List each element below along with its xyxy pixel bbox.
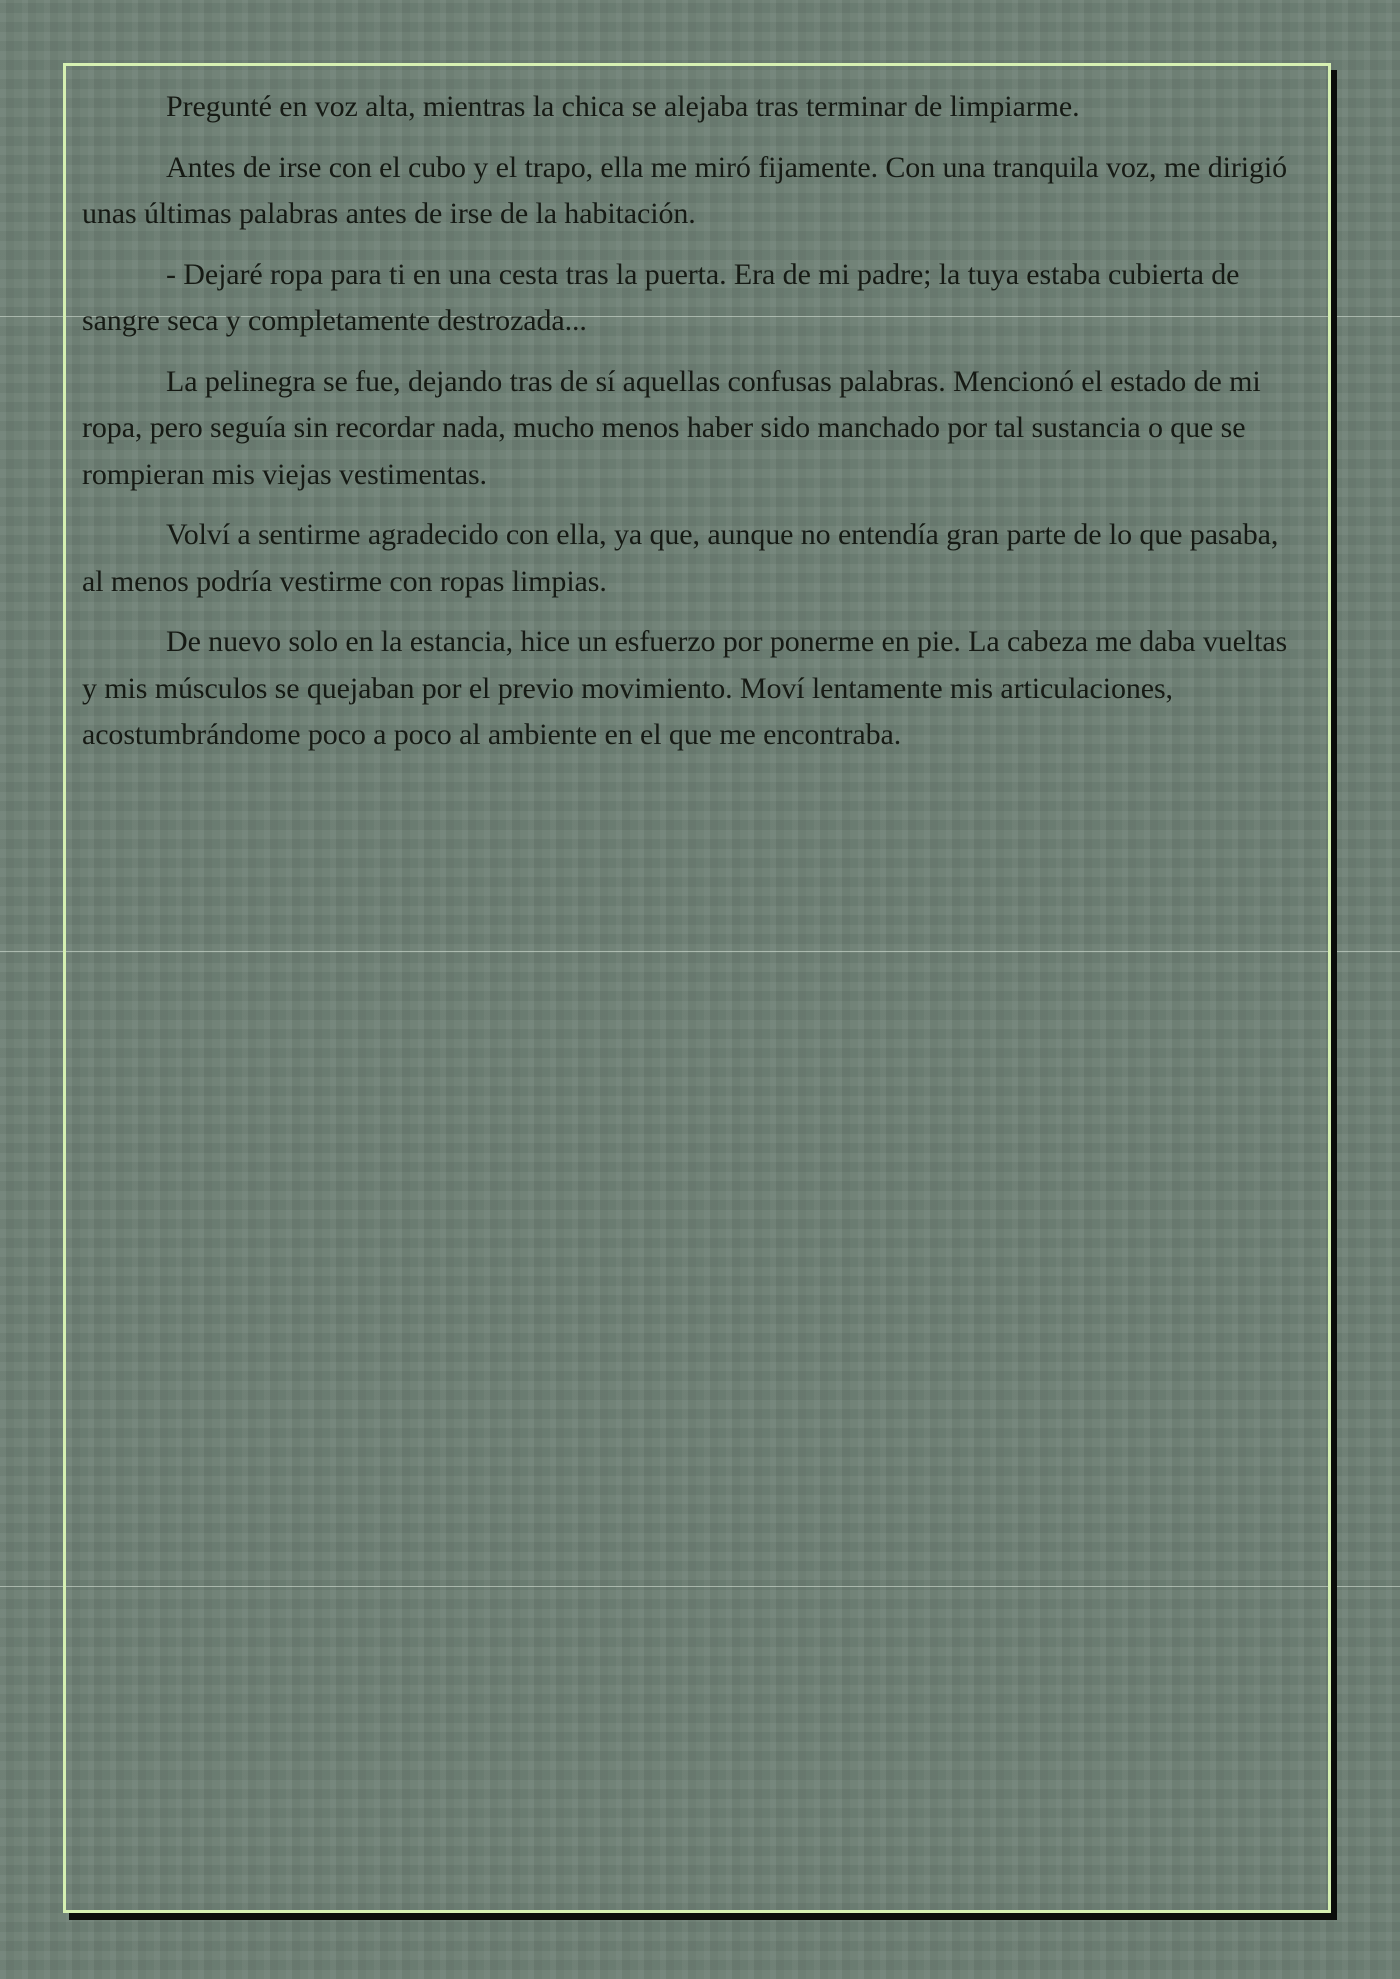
paragraph-6: De nuevo solo en la estancia, hice un esfuerzo por ponerme en pie. La cabeza me daba vueltas y mis músculos se quejaban por el previo movimiento. Moví lentamente mis articulaciones, acostumbrándome poco a poco al ambiente en el que me encontraba. <box>82 625 1288 751</box>
paragraph-5: Volví a sentirme agradecido con ella, ya que, aunque no entendía gran parte de lo que pasaba, al menos podría vestirme con ropas limpias. <box>82 518 1279 598</box>
story-text <box>82 84 1304 773</box>
paragraph-3: - Dejaré ropa para ti en una cesta tras la puerta. Era de mi padre; la tuya estaba cubierta de sangre seca y completamente destrozada... <box>82 257 1240 337</box>
paragraph-2: Antes de irse con el cubo y el trapo, ella me miró fijamente. Con una tranquila voz, me dirigió unas últimas palabras antes de irse de la habitación. <box>82 150 1287 230</box>
paragraph-4: La pelinegra se fue, dejando tras de sí aquellas confusas palabras. Mencionó el estado de mi ropa, pero seguía sin recordar nada, mucho menos haber sido manchado por tal sustancia o que se rompieran mis viejas vestimentas. <box>82 364 1261 491</box>
paragraph-1: Pregunté en voz alta, mientras la chica se alejaba tras terminar de limpiarme. <box>166 90 1080 123</box>
